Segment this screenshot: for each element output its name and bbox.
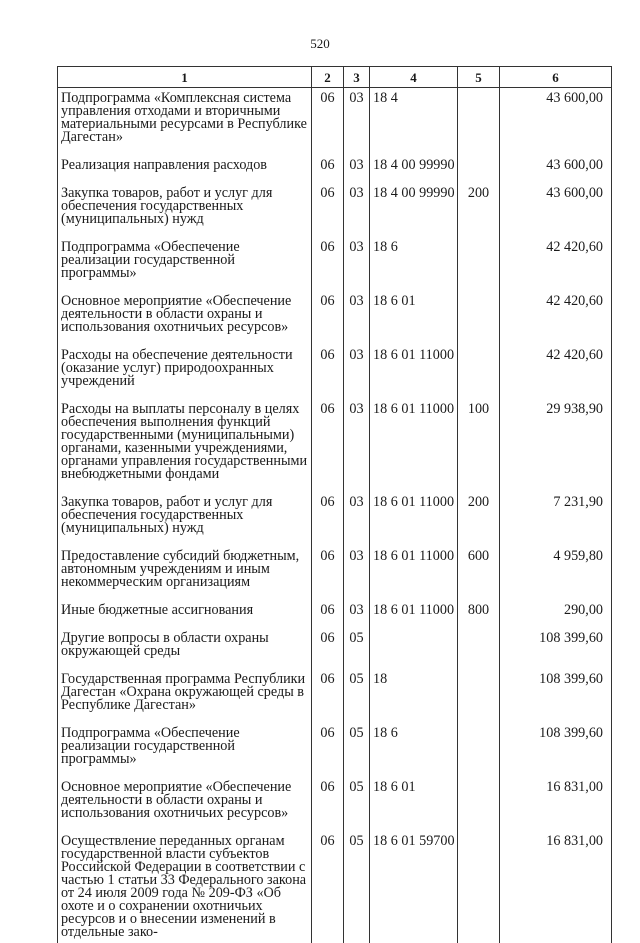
expense-name-cell: Предоставление субсидий бюджетным, автономным учреждениям и иным некоммерческим организациям (58, 544, 312, 598)
expense-type-cell: 200 (458, 181, 500, 235)
header-col-6: 6 (500, 67, 612, 88)
expense-type-cell (458, 721, 500, 775)
target-article-cell: 18 6 01 11000 (370, 343, 458, 397)
expense-type-cell: 200 (458, 490, 500, 544)
section-cell: 06 (312, 490, 344, 544)
amount-cell: 42 420,60 (500, 289, 612, 343)
section-cell: 06 (312, 289, 344, 343)
table-row (58, 289, 612, 343)
subsection-cell: 03 (344, 88, 370, 154)
subsection-cell: 03 (344, 490, 370, 544)
target-article-cell (370, 626, 458, 667)
expense-name-cell: Подпрограмма «Комплексная система управления отходами и вторичными материальными ресурсами в Республике Дагестан» (58, 88, 312, 154)
amount-cell: 42 420,60 (500, 343, 612, 397)
subsection-cell: 05 (344, 626, 370, 667)
header-col-3: 3 (344, 67, 370, 88)
section-cell: 06 (312, 343, 344, 397)
table-row (58, 343, 612, 397)
target-article-cell: 18 4 00 99990 (370, 153, 458, 181)
expense-name-cell: Иные бюджетные ассигнования (58, 598, 312, 626)
expense-name-cell: Другие вопросы в области охраны окружающей среды (58, 626, 312, 667)
table-row (58, 153, 612, 181)
expense-name-cell: Государственная программа Республики Дагестан «Охрана окружающей среды в Республике Дагестан» (58, 667, 312, 721)
expense-name-cell: Основное мероприятие «Обеспечение деятельности в области охраны и использования охотничьих ресурсов» (58, 289, 312, 343)
target-article-cell: 18 6 01 (370, 289, 458, 343)
table-row (58, 235, 612, 289)
table-row (58, 626, 612, 667)
target-article-cell: 18 (370, 667, 458, 721)
subsection-cell: 03 (344, 544, 370, 598)
table-row (58, 544, 612, 598)
header-col-5: 5 (458, 67, 500, 88)
expense-type-cell (458, 626, 500, 667)
table-row (58, 721, 612, 775)
expense-type-cell (458, 153, 500, 181)
expense-type-cell: 600 (458, 544, 500, 598)
section-cell: 06 (312, 181, 344, 235)
target-article-cell: 18 6 01 11000 (370, 544, 458, 598)
table-row (58, 598, 612, 626)
amount-cell: 4 959,80 (500, 544, 612, 598)
subsection-cell: 05 (344, 775, 370, 829)
section-cell: 06 (312, 153, 344, 181)
amount-cell: 290,00 (500, 598, 612, 626)
expense-name-cell: Закупка товаров, работ и услуг для обеспечения государственных (муниципальных) нужд (58, 181, 312, 235)
section-cell: 06 (312, 598, 344, 626)
amount-cell: 43 600,00 (500, 88, 612, 154)
section-cell: 06 (312, 544, 344, 598)
amount-cell: 43 600,00 (500, 181, 612, 235)
subsection-cell: 03 (344, 235, 370, 289)
table-row (58, 397, 612, 490)
target-article-cell: 18 6 (370, 721, 458, 775)
amount-cell: 16 831,00 (500, 829, 612, 943)
expense-name-cell: Основное мероприятие «Обеспечение деятельности в области охраны и использования охотничьих ресурсов» (58, 775, 312, 829)
section-cell: 06 (312, 397, 344, 490)
expense-name-cell: Расходы на обеспечение деятельности (оказание услуг) природоохранных учреждений (58, 343, 312, 397)
target-article-cell: 18 6 01 11000 (370, 397, 458, 490)
table-row (58, 829, 612, 943)
section-cell: 06 (312, 88, 344, 154)
expense-type-cell: 800 (458, 598, 500, 626)
table-row (58, 88, 612, 154)
amount-cell: 29 938,90 (500, 397, 612, 490)
section-cell: 06 (312, 775, 344, 829)
table-body (58, 88, 612, 943)
subsection-cell: 03 (344, 343, 370, 397)
amount-cell: 108 399,60 (500, 626, 612, 667)
budget-table (57, 66, 612, 943)
section-cell: 06 (312, 626, 344, 667)
table-row (58, 181, 612, 235)
target-article-cell: 18 6 01 11000 (370, 490, 458, 544)
table-row (58, 667, 612, 721)
section-cell: 06 (312, 721, 344, 775)
expense-type-cell (458, 667, 500, 721)
expense-name-cell: Подпрограмма «Обеспечение реализации государственной программы» (58, 721, 312, 775)
amount-cell: 16 831,00 (500, 775, 612, 829)
amount-cell: 7 231,90 (500, 490, 612, 544)
table-header-row (58, 67, 612, 88)
amount-cell: 42 420,60 (500, 235, 612, 289)
section-cell: 06 (312, 667, 344, 721)
subsection-cell: 03 (344, 289, 370, 343)
header-col-2: 2 (312, 67, 344, 88)
section-cell: 06 (312, 235, 344, 289)
target-article-cell: 18 4 (370, 88, 458, 154)
subsection-cell: 05 (344, 667, 370, 721)
expense-type-cell (458, 343, 500, 397)
expense-name-cell: Осуществление переданных органам государственной власти субъектов Российской Федерации в соответствии с частью 1 статьи 33 Федерального закона от 24 июля 2009 года № 209-ФЗ «Об охоте и о сохранении охотничьих ресурсов и о внесении изменений в отдельные зако- (58, 829, 312, 943)
expense-name-cell: Закупка товаров, работ и услуг для обеспечения государственных (муниципальных) нужд (58, 490, 312, 544)
target-article-cell: 18 6 (370, 235, 458, 289)
subsection-cell: 03 (344, 598, 370, 626)
expense-type-cell: 100 (458, 397, 500, 490)
target-article-cell: 18 4 00 99990 (370, 181, 458, 235)
header-col-4: 4 (370, 67, 458, 88)
subsection-cell: 03 (344, 397, 370, 490)
subsection-cell: 05 (344, 829, 370, 943)
subsection-cell: 03 (344, 153, 370, 181)
expense-name-cell: Расходы на выплаты персоналу в целях обеспечения выполнения функций государственными (муниципальными) органами, казенными учреждениями, органами управления государственными внебюджетными фондами (58, 397, 312, 490)
table-row (58, 775, 612, 829)
section-cell: 06 (312, 829, 344, 943)
amount-cell: 108 399,60 (500, 667, 612, 721)
expense-type-cell (458, 88, 500, 154)
target-article-cell: 18 6 01 11000 (370, 598, 458, 626)
page-number: 520 (0, 36, 640, 52)
subsection-cell: 05 (344, 721, 370, 775)
expense-type-cell (458, 289, 500, 343)
subsection-cell: 03 (344, 181, 370, 235)
expense-name-cell: Реализация направления расходов (58, 153, 312, 181)
expense-type-cell (458, 235, 500, 289)
expense-type-cell (458, 829, 500, 943)
expense-type-cell (458, 775, 500, 829)
amount-cell: 43 600,00 (500, 153, 612, 181)
table-row (58, 490, 612, 544)
header-col-1: 1 (58, 67, 312, 88)
target-article-cell: 18 6 01 59700 (370, 829, 458, 943)
target-article-cell: 18 6 01 (370, 775, 458, 829)
amount-cell: 108 399,60 (500, 721, 612, 775)
expense-name-cell: Подпрограмма «Обеспечение реализации государственной программы» (58, 235, 312, 289)
